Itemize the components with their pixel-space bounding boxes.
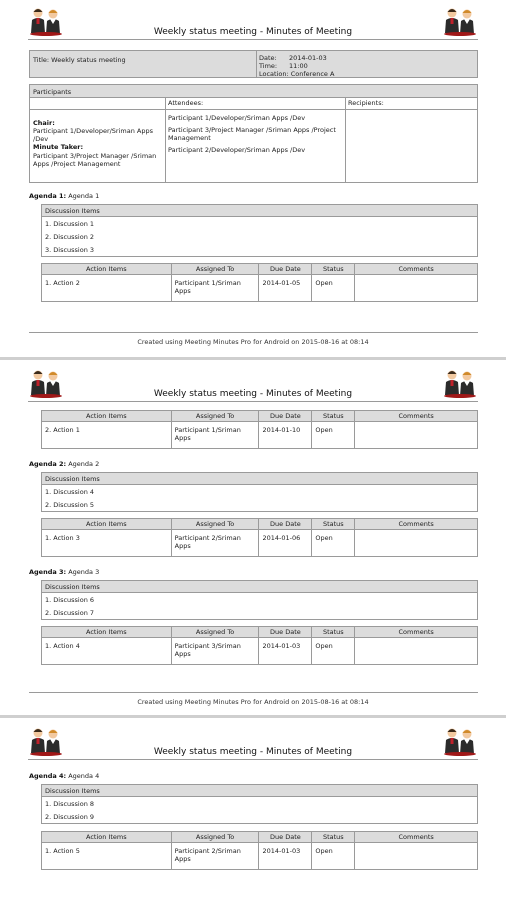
- agenda-heading: [29, 568, 99, 576]
- minute-taker-value: Participant 3/Project Manager /Sriman Apps /Project Management: [33, 151, 157, 168]
- assigned-to: Participant 3/Sriman Apps: [171, 638, 259, 665]
- document-page-3: [0, 720, 506, 900]
- column-header: Due Date: [259, 832, 312, 843]
- column-header: Status: [312, 519, 355, 530]
- discussion-header: Discussion Items: [42, 785, 477, 797]
- status: Open: [312, 530, 355, 557]
- discussion-item: 2. Discussion 7: [45, 609, 95, 617]
- page-separator: [0, 357, 506, 360]
- agenda-name: Agenda 1: [68, 192, 100, 200]
- divider: [165, 98, 166, 182]
- minute-taker-label: Minute Taker:: [33, 143, 84, 152]
- due-date: 2014-01-06: [259, 530, 312, 557]
- discussion-items-box: [41, 580, 478, 620]
- discussion-item: 2. Discussion 9: [45, 813, 95, 821]
- assigned-to: Participant 1/Sriman Apps: [171, 422, 259, 449]
- discussion-item: 2. Discussion 2: [45, 233, 95, 241]
- agenda-number: Agenda 2:: [29, 460, 67, 468]
- action-items-table: [41, 626, 478, 665]
- column-header: Action Items: [42, 627, 172, 638]
- table-header-row: [42, 519, 478, 530]
- footer-divider: [29, 332, 478, 333]
- due-date: 2014-01-03: [259, 843, 312, 870]
- table-header-row: [42, 264, 478, 275]
- divider: [256, 51, 257, 77]
- page-title: Weekly status meeting - Minutes of Meeting: [153, 747, 353, 757]
- page-title: Weekly status meeting - Minutes of Meeting: [153, 27, 353, 37]
- agenda-heading: [29, 772, 99, 780]
- table-header-row: [42, 411, 478, 422]
- column-header: Due Date: [259, 411, 312, 422]
- discussion-header: Discussion Items: [42, 473, 477, 485]
- action-item: 2. Action 1: [42, 422, 172, 449]
- attendees-cell: [168, 114, 342, 155]
- attendee: Participant 3/Project Manager /Sriman Apps /Project Management: [168, 126, 336, 143]
- agenda-heading: [29, 192, 99, 200]
- attendee: Participant 2/Developer/Sriman Apps /Dev: [168, 146, 306, 155]
- column-header: Assigned To: [171, 832, 259, 843]
- action-items-table: [41, 263, 478, 302]
- meeting-info-box: [29, 50, 478, 78]
- comments: [355, 638, 478, 665]
- discussion-item: 1. Discussion 8: [45, 800, 95, 808]
- column-header: Assigned To: [171, 264, 259, 275]
- column-header: Status: [312, 411, 355, 422]
- divider: [30, 109, 477, 110]
- footer-divider: [29, 692, 478, 693]
- recipients-label: Recipients:: [348, 99, 384, 107]
- title-divider: [28, 39, 478, 40]
- column-header: Due Date: [259, 264, 312, 275]
- attendee: Participant 1/Developer/Sriman Apps /Dev: [168, 114, 306, 122]
- action-items-table: [41, 831, 478, 870]
- discussion-items-box: [41, 204, 478, 257]
- date-label: Date:: [259, 54, 277, 62]
- discussion-items-box: [41, 472, 478, 512]
- column-header: Assigned To: [171, 411, 259, 422]
- column-header: Action Items: [42, 264, 172, 275]
- due-date: 2014-01-10: [259, 422, 312, 449]
- column-header: Status: [312, 264, 355, 275]
- status: Open: [312, 422, 355, 449]
- action-items-table: [41, 518, 478, 557]
- action-items-table: [41, 410, 478, 449]
- column-header: Due Date: [259, 627, 312, 638]
- status: Open: [312, 638, 355, 665]
- page-header: [28, 368, 478, 404]
- action-item: 1. Action 5: [42, 843, 172, 870]
- page-footer: Created using Meeting Minutes Pro for Android on 2015-08-16 at 08:14: [137, 338, 369, 346]
- meeting-people-icon: [442, 726, 478, 756]
- chair-value: Participant 1/Developer/Sriman Apps /Dev: [33, 127, 153, 144]
- discussion-item: 3. Discussion 3: [45, 246, 95, 254]
- agenda-number: Agenda 3:: [29, 568, 67, 576]
- page-header: [28, 6, 478, 42]
- time-value: 11:00: [289, 62, 308, 71]
- table-row: [42, 422, 478, 449]
- document-page-1: [0, 0, 506, 355]
- column-header: Action Items: [42, 519, 172, 530]
- attendees-label: Attendees:: [168, 99, 204, 107]
- discussion-item: 1. Discussion 4: [45, 488, 95, 496]
- discussion-item: 2. Discussion 5: [45, 501, 95, 509]
- discussion-header: Discussion Items: [42, 205, 477, 217]
- agenda-heading: [29, 460, 99, 468]
- column-header: Status: [312, 627, 355, 638]
- comments: [355, 275, 478, 302]
- action-item: 1. Action 4: [42, 638, 172, 665]
- agenda-number: Agenda 4:: [29, 772, 67, 780]
- page-title: Weekly status meeting - Minutes of Meeting: [153, 389, 353, 399]
- meeting-details: [259, 54, 334, 78]
- assigned-to: Participant 1/Sriman Apps: [171, 275, 259, 302]
- column-header: Comments: [355, 832, 478, 843]
- agenda-name: Agenda 4: [68, 772, 100, 780]
- discussion-items-box: [41, 784, 478, 824]
- title-divider: [28, 759, 478, 760]
- column-header: Action Items: [42, 411, 172, 422]
- agenda-name: Agenda 3: [68, 568, 100, 576]
- table-header-row: [42, 627, 478, 638]
- column-header: Comments: [355, 519, 478, 530]
- title-divider: [28, 401, 478, 402]
- due-date: 2014-01-03: [259, 638, 312, 665]
- discussion-item: 1. Discussion 1: [45, 220, 95, 228]
- assigned-to: Participant 2/Sriman Apps: [171, 530, 259, 557]
- time-label: Time:: [259, 62, 278, 71]
- table-row: [42, 530, 478, 557]
- table-row: [42, 275, 478, 302]
- meeting-people-icon: [442, 6, 478, 36]
- column-header: Assigned To: [171, 519, 259, 530]
- comments: [355, 843, 478, 870]
- participants-header: Participants: [30, 85, 477, 98]
- column-header: Action Items: [42, 832, 172, 843]
- assigned-to: Participant 2/Sriman Apps: [171, 843, 259, 870]
- action-item: 1. Action 3: [42, 530, 172, 557]
- page-separator: [0, 715, 506, 718]
- meeting-people-icon: [442, 368, 478, 398]
- column-header: Due Date: [259, 519, 312, 530]
- chair-taker-cell: [33, 119, 163, 168]
- table-header-row: [42, 832, 478, 843]
- column-header: Comments: [355, 411, 478, 422]
- column-header: Comments: [355, 264, 478, 275]
- column-header: Comments: [355, 627, 478, 638]
- due-date: 2014-01-05: [259, 275, 312, 302]
- comments: [355, 530, 478, 557]
- page-footer: Created using Meeting Minutes Pro for Android on 2015-08-16 at 08:14: [137, 698, 369, 706]
- page-header: [28, 726, 478, 762]
- meeting-title: Title: Weekly status meeting: [33, 56, 126, 64]
- table-row: [42, 843, 478, 870]
- status: Open: [312, 843, 355, 870]
- document-page-2: [0, 362, 506, 712]
- comments: [355, 422, 478, 449]
- chair-label: Chair:: [33, 119, 55, 127]
- agenda-number: Agenda 1:: [29, 192, 67, 200]
- status: Open: [312, 275, 355, 302]
- table-row: [42, 638, 478, 665]
- action-item: 1. Action 2: [42, 275, 172, 302]
- location: Location: Conference A: [259, 70, 335, 79]
- divider: [345, 98, 346, 182]
- discussion-header: Discussion Items: [42, 581, 477, 593]
- discussion-item: 1. Discussion 6: [45, 596, 95, 604]
- column-header: Assigned To: [171, 627, 259, 638]
- agenda-name: Agenda 2: [68, 460, 100, 468]
- column-header: Status: [312, 832, 355, 843]
- date-value: 2014-01-03: [289, 54, 327, 62]
- participants-box: [29, 84, 478, 183]
